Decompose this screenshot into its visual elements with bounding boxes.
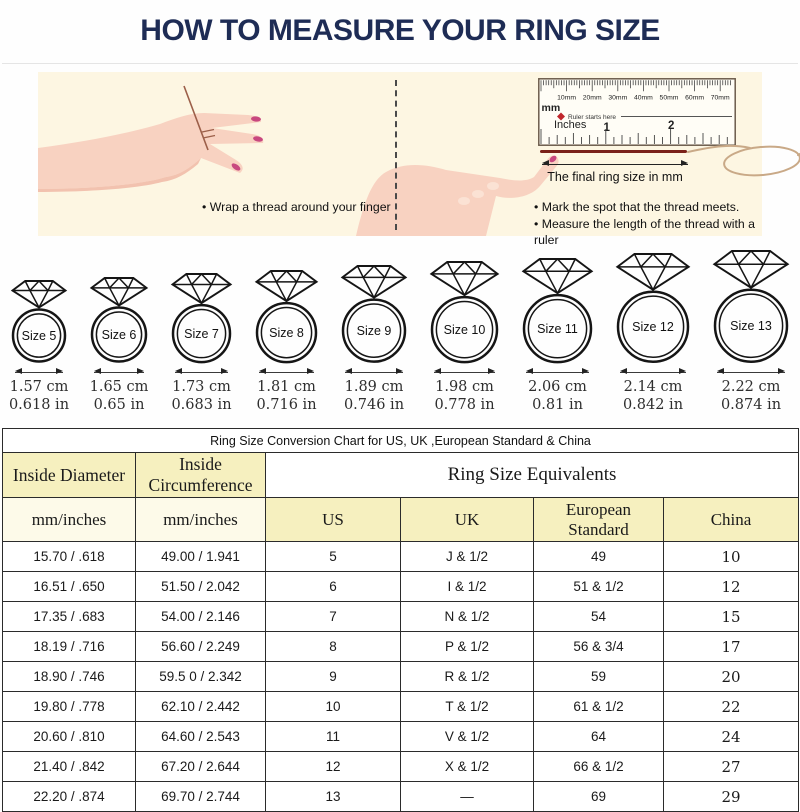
ring-cm-value: 1.89 cm (344, 379, 404, 395)
conversion-table (2, 428, 799, 812)
table-cell: T & 1/2 (401, 692, 534, 722)
table-cell: V & 1/2 (401, 722, 534, 752)
table-cell: 54.00 / 2.146 (136, 602, 266, 632)
ring-diagram (83, 276, 155, 416)
ring-width-arrow (526, 372, 589, 373)
knuckle-highlight (487, 182, 499, 190)
table-cell: 59.5 0 / 2.342 (136, 662, 266, 692)
ring-size-label: Size 5 (21, 329, 57, 344)
panel-divider-dashed (395, 80, 397, 230)
ring-in-value: 0.716 in (256, 397, 317, 413)
ruler-start-note: Ruler starts here (568, 114, 617, 121)
table-cell: 10 (266, 692, 401, 722)
ring-cm-value: 2.22 cm (721, 379, 781, 395)
table-cell: 56 & 3/4 (534, 632, 664, 662)
ruler-mm-unit-label: mm (541, 102, 561, 114)
ring-width-arrow (345, 372, 403, 373)
ring-size-label: Size 6 (101, 328, 137, 343)
ring-width-arrow (259, 372, 314, 373)
table-cell: 6 (266, 572, 401, 602)
table-title-row (3, 429, 799, 453)
ring-in-value: 0.746 in (343, 397, 405, 413)
column-header-ring-size-equivalents: Ring Size Equivalents (266, 453, 799, 498)
table-cell: 12 (664, 572, 799, 602)
ring-icon (423, 260, 506, 367)
table-cell: 69.70 / 2.744 (136, 782, 266, 812)
table-cell: — (401, 782, 534, 812)
diamond-icon (523, 259, 591, 293)
table-cell: 67.20 / 2.644 (136, 752, 266, 782)
table-cell: 20 (664, 662, 799, 692)
ring-width-arrow (15, 372, 63, 373)
table-cell: R & 1/2 (401, 662, 534, 692)
thread-loop-illustration (688, 138, 800, 178)
ring-cm-value: 1.65 cm (89, 379, 149, 395)
ring-diagram (706, 249, 796, 416)
table-cell: J & 1/2 (401, 542, 534, 572)
table-cell: N & 1/2 (401, 602, 534, 632)
table-row (3, 752, 799, 782)
ring-size-label: Size 8 (269, 326, 304, 341)
column-subheader: China (664, 498, 799, 542)
ruler-inch-number-2: 2 (668, 120, 675, 132)
table-cell: 20.60 / .810 (3, 722, 136, 752)
table-row (3, 602, 799, 632)
step-bullets-measure (534, 199, 762, 249)
ring-icon (83, 276, 155, 367)
ring-in-value: 0.618 in (8, 397, 70, 413)
knuckle-highlight (472, 190, 484, 198)
diamond-icon (256, 271, 316, 301)
ring-diagram (515, 257, 600, 416)
table-cell: I & 1/2 (401, 572, 534, 602)
ring-size-label: Size 11 (537, 322, 578, 337)
ring-width-arrow (434, 372, 495, 373)
final-size-arrow (542, 164, 688, 165)
thread-loop-icon (723, 144, 800, 179)
ruler-inch-number-1: 1 (603, 122, 610, 134)
ring-size-label: Size 10 (443, 323, 486, 338)
table-row (3, 542, 799, 572)
ruler-inches-label: Inches (554, 119, 587, 131)
table-row (3, 722, 799, 752)
table-cell: 24 (664, 722, 799, 752)
column-subheader: European Standard (534, 498, 664, 542)
table-cell: 64 (534, 722, 664, 752)
table-cell: 29 (664, 782, 799, 812)
table-row (3, 572, 799, 602)
ring-in-value: 0.778 in (434, 397, 495, 413)
table-cell: 10 (664, 542, 799, 572)
ruler-mm-tick-label: 20mm (582, 94, 602, 102)
table-cell: 22.20 / .874 (3, 782, 136, 812)
table-cell: 66 & 1/2 (534, 752, 664, 782)
ring-size-diagrams-row (0, 246, 800, 416)
table-row (3, 662, 799, 692)
ring-cm-value: 1.81 cm (257, 379, 316, 395)
ring-width-arrow (620, 372, 686, 373)
table-row (3, 782, 799, 812)
table-cell: 19.80 / .778 (3, 692, 136, 722)
table-cell: 17 (664, 632, 799, 662)
step-bullet-wrap-thread: • Wrap a thread around your finger (202, 200, 391, 214)
ring-cm-value: 1.98 cm (435, 379, 494, 395)
ring-size-label: Size 9 (356, 324, 392, 339)
table-cell: 69 (534, 782, 664, 812)
table-cell: 51.50 / 2.042 (136, 572, 266, 602)
table-cell: 11 (266, 722, 401, 752)
right-hand-shape (356, 156, 559, 236)
table-title: Ring Size Conversion Chart for US, UK ,European Standard & China (3, 429, 799, 453)
ring-in-value: 0.65 in (93, 397, 145, 413)
ring-diagram (248, 269, 325, 416)
ring-icon (4, 279, 74, 367)
ring-diagram (423, 260, 506, 416)
column-subheader: mm/inches (136, 498, 266, 542)
diamond-icon (342, 266, 405, 298)
table-cell: 62.10 / 2.442 (136, 692, 266, 722)
diamond-icon (714, 251, 787, 288)
ring-size-label: Size 12 (632, 320, 674, 335)
table-row (3, 692, 799, 722)
ruler-mm-tick-label: 50mm (659, 94, 679, 102)
table-cell: 56.60 / 2.249 (136, 632, 266, 662)
ring-in-value: 0.842 in (622, 397, 684, 413)
diamond-icon (431, 262, 497, 295)
table-row (3, 632, 799, 662)
column-subheader: US (266, 498, 401, 542)
table-cell: 7 (266, 602, 401, 632)
step-bullet-measure-length: • Measure the length of the thread with a ruler (534, 216, 756, 247)
table-cell: 12 (266, 752, 401, 782)
table-cell: X & 1/2 (401, 752, 534, 782)
table-cell: 61 & 1/2 (534, 692, 664, 722)
table-cell: 15 (664, 602, 799, 632)
table-cell: 22 (664, 692, 799, 722)
table-group-header-row (3, 453, 799, 498)
diamond-icon (12, 281, 65, 308)
ring-icon (609, 252, 697, 367)
table-cell: 18.90 / .746 (3, 662, 136, 692)
diamond-icon (617, 254, 688, 290)
ring-cm-value: 2.06 cm (528, 379, 587, 395)
ruler-mm-tick-label: 30mm (608, 94, 628, 102)
ring-width-arrow (94, 372, 144, 373)
table-cell: 27 (664, 752, 799, 782)
ring-cm-value: 1.57 cm (9, 379, 69, 395)
page-title: HOW TO MEASURE YOUR RING SIZE (140, 14, 660, 47)
column-subheader: UK (401, 498, 534, 542)
table-cell: 16.51 / .650 (3, 572, 136, 602)
ring-cm-value: 2.14 cm (623, 379, 683, 395)
ring-size-label: Size 13 (730, 319, 772, 334)
ring-in-value: 0.874 in (720, 397, 782, 413)
ring-diagram (334, 264, 414, 416)
left-hand-illustration (38, 86, 263, 192)
table-cell: 21.40 / .842 (3, 752, 136, 782)
ring-diagram (4, 279, 74, 416)
table-cell: P & 1/2 (401, 632, 534, 662)
table-sub-header-row (3, 498, 799, 542)
column-subheader: mm/inches (3, 498, 136, 542)
ring-size-label: Size 7 (184, 327, 219, 342)
table-cell: 18.19 / .716 (3, 632, 136, 662)
table-cell: 13 (266, 782, 401, 812)
right-hand-illustration (356, 154, 559, 236)
ring-icon (706, 249, 796, 367)
ruler-mm-tick-label: 60mm (685, 94, 705, 102)
ring-icon (515, 257, 600, 367)
ring-in-value: 0.683 in (171, 397, 232, 413)
ring-icon (334, 264, 414, 367)
table-cell: 8 (266, 632, 401, 662)
table-cell: 5 (266, 542, 401, 572)
table-cell: 64.60 / 2.543 (136, 722, 266, 752)
ruler-mm-tick-label: 70mm (710, 94, 730, 102)
table-cell: 54 (534, 602, 664, 632)
ruler-mm-tick-label: 10mm (557, 94, 577, 102)
step-bullet-mark-spot: • Mark the spot that the thread meets. (534, 200, 740, 214)
knuckle-highlight (458, 197, 470, 205)
table-cell: 17.35 / .683 (3, 602, 136, 632)
column-header-inside-diameter: Inside Diameter (3, 453, 136, 498)
diamond-icon (172, 274, 230, 303)
ring-cm-value: 1.73 cm (172, 379, 231, 395)
table-cell: 59 (534, 662, 664, 692)
final-size-arrow-label: The final ring size in mm (547, 170, 683, 184)
divider-line (2, 63, 798, 64)
column-header-inside-circumference: Inside Circumference (136, 453, 266, 498)
ring-icon (248, 269, 325, 367)
ring-in-value: 0.81 in (532, 397, 583, 413)
ring-width-arrow (717, 372, 785, 373)
diamond-icon (91, 278, 146, 306)
ring-diagram (164, 272, 239, 416)
ring-diagram (609, 252, 697, 416)
measure-instructions-panel (38, 72, 762, 247)
left-hand-shape (38, 113, 263, 189)
ring-icon (164, 272, 239, 367)
table-cell: 49.00 / 1.941 (136, 542, 266, 572)
table-cell: 9 (266, 662, 401, 692)
ruler-mm-tick-label: 40mm (633, 94, 653, 102)
table-cell: 49 (534, 542, 664, 572)
ring-width-arrow (175, 372, 228, 373)
table-cell: 51 & 1/2 (534, 572, 664, 602)
table-cell: 15.70 / .618 (3, 542, 136, 572)
